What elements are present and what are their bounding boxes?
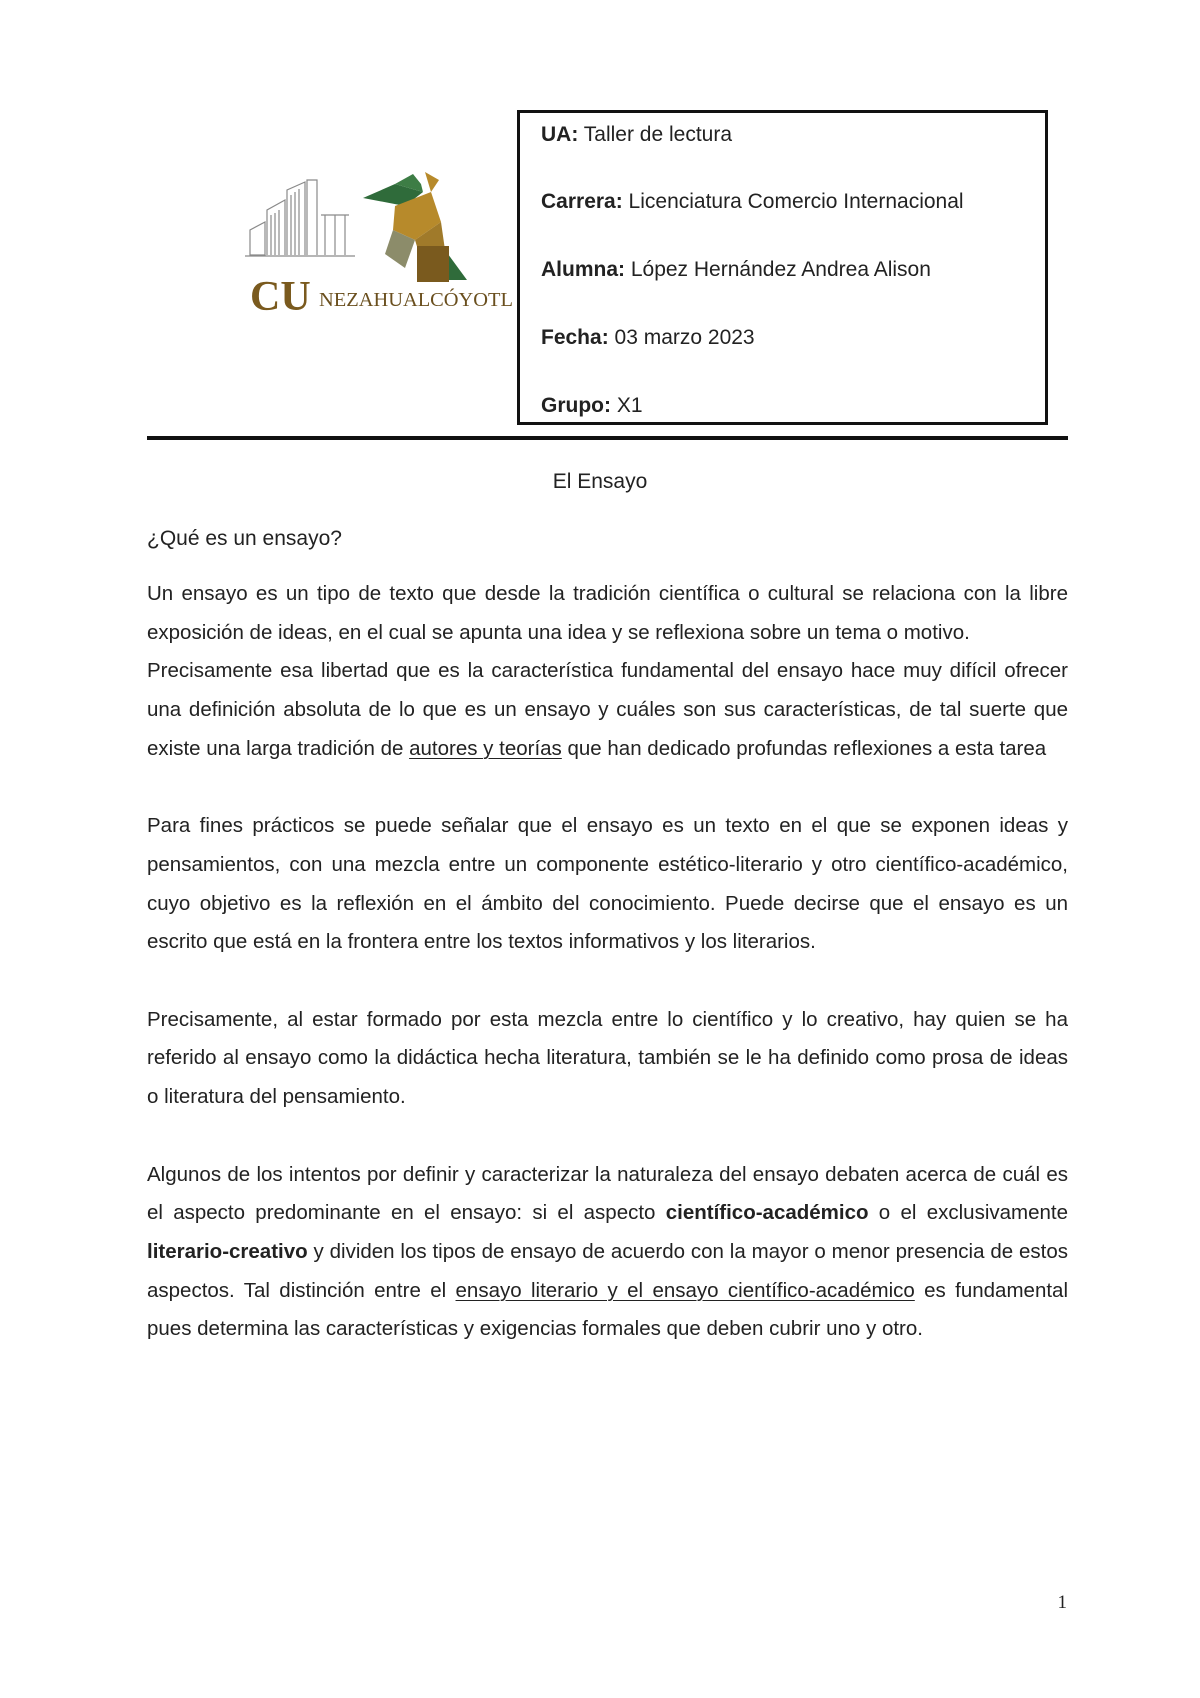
ua-line: UA: Taller de lectura — [541, 123, 733, 146]
page-number: 1 — [1057, 1592, 1067, 1613]
authors-theories-link[interactable]: autores y teorías — [409, 736, 562, 760]
header-divider — [147, 436, 1068, 440]
logo-cu-letters: CU — [250, 274, 311, 320]
paragraph-5: Algunos de los intentos por definir y caracterizar la naturaleza del ensayo debaten acerca de cuál es el aspecto predominante en el ensayo: si el aspecto científico-académico o el exclusivamente literario-creativo y dividen los tipos de ensayo de acuerdo con la mayor o menor presencia de estos aspectos. Tal distinción entre el ensayo literario y el ensayo científico-académico es fundamental pues determina las características y exigencias formales que deben cubrir uno y otro. — [147, 1162, 1069, 1341]
document-body — [147, 575, 1068, 1349]
essay-types-link[interactable]: ensayo literario y el ensayo científico-académico — [455, 1278, 915, 1302]
carrera-line: Carrera: Licenciatura Comercio Internacional — [541, 190, 964, 213]
fecha-line: Fecha: 03 marzo 2023 — [541, 326, 755, 349]
student-info-box — [517, 110, 1048, 425]
sculpture-illustration — [363, 172, 467, 282]
document-title: El Ensayo — [552, 470, 648, 493]
section-question: ¿Qué es un ensayo? — [147, 527, 342, 550]
university-logo — [245, 170, 515, 345]
paragraph-3: Para fines prácticos se puede señalar que el ensayo es un texto en el que se exponen ideas y pensamientos, con una mezcla entre un componente estético-literario y otro científico-académico, cuyo objetivo es la reflexión en el ámbito del conocimiento. Puede decirse que el ensayo es un escrito que está en la frontera entre los textos informativos y los literarios. — [147, 814, 1068, 954]
logo-wordmark: NEZAHUALCÓYOTL — [319, 289, 509, 311]
paragraph-1: Un ensayo es un tipo de texto que desde la tradición científica o cultural se relaciona con la libre exposición de ideas, en el cual se apunta una idea y se reflexiona sobre un tema o motivo. — [147, 582, 1068, 644]
building-illustration — [245, 180, 355, 256]
paragraph-4: Precisamente, al estar formado por esta mezcla entre lo científico y lo creativo, hay quien se ha referido al ensayo como la didáctica hecha literatura, también se le ha definido como prosa de ideas o literatura del pensamiento. — [147, 1007, 1068, 1109]
grupo-line: Grupo: X1 — [541, 394, 643, 417]
paragraph-2: Precisamente esa libertad que es la característica fundamental del ensayo hace muy difícil ofrecer una definición absoluta de lo que es un ensayo y cuáles son sus características, de tal suerte que existe una larga tradición de autores y teorías que han dedicado profundas reflexiones a esta tarea — [147, 659, 1068, 760]
alumna-line: Alumna: López Hernández Andrea Alison — [541, 258, 931, 281]
